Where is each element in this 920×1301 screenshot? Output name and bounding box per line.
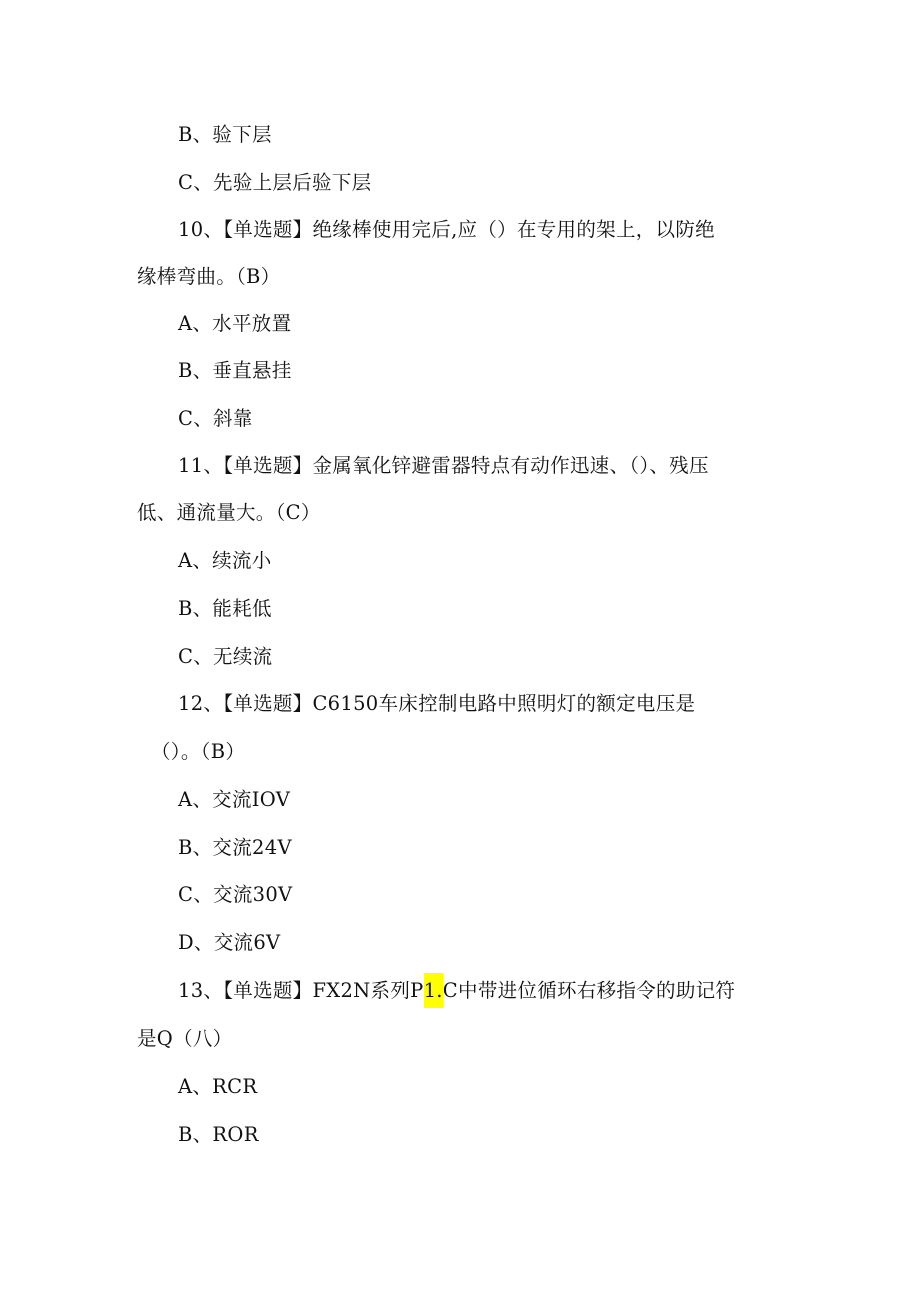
question-13-text-before: 13、【单选题】FX2N系列P (178, 979, 424, 1002)
option-11b: B、能耗低 (178, 597, 272, 620)
question-13-text-after: C中带进位循环右移指令的助记符 (442, 979, 736, 1002)
option-11a: A、续流小 (178, 549, 272, 572)
option-10a: A、水平放置 (178, 312, 292, 335)
highlighted-text: 1. (424, 973, 443, 1008)
option-9b: B、验下层 (178, 123, 272, 146)
option-12d: D、交流6V (178, 931, 281, 954)
option-9c: C、先验上层后验下层 (178, 171, 372, 194)
question-10-line-2: 缘棒弯曲。（B） (137, 265, 281, 288)
question-12-line-1: 12、【单选题】C6150车床控制电路中照明灯的额定电压是 (178, 692, 696, 715)
option-12a: A、交流IOV (178, 788, 291, 811)
question-11-line-2: 低、通流量大。（C） (137, 501, 321, 524)
question-13-line-1 (178, 978, 735, 1004)
question-13-line-2: 是Q（八） (137, 1027, 233, 1050)
option-12c: C、交流30V (178, 883, 293, 906)
question-10-line-1: 10、【单选题】绝缘棒使用完后,应（）在专用的架上，以防绝 (178, 218, 715, 241)
option-12b: B、交流24V (178, 836, 292, 859)
option-13b: B、ROR (178, 1123, 259, 1146)
option-11c: C、无续流 (178, 645, 273, 668)
option-10c: C、斜靠 (178, 407, 253, 430)
question-12-line-2: （）。（B） (151, 740, 246, 763)
question-11-line-1: 11、【单选题】金属氧化锌避雷器特点有动作迅速、（）、残压 (178, 454, 709, 477)
option-10b: B、垂直悬挂 (178, 359, 292, 382)
option-13a: A、RCR (178, 1075, 258, 1098)
